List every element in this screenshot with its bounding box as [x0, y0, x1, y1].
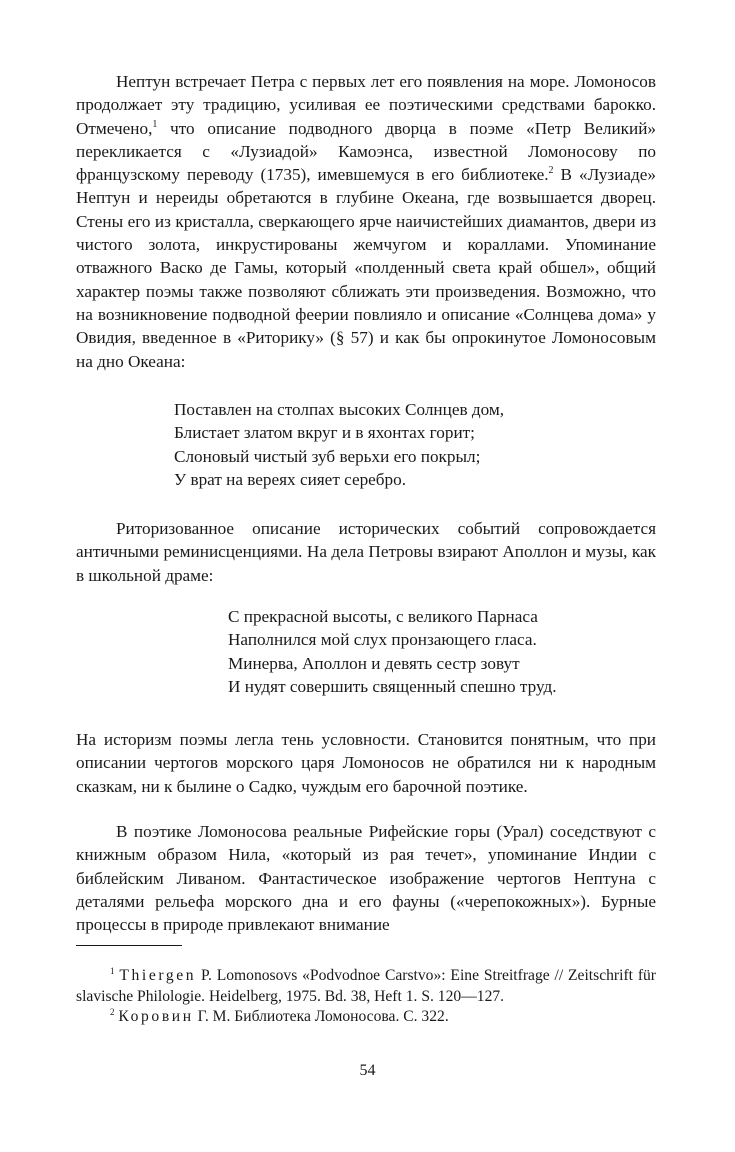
verse-line: Минерва, Аполлон и девять сестр зовут	[228, 653, 520, 673]
footnote-author: Коровин	[118, 1008, 194, 1025]
footnote-mark: 1	[110, 966, 115, 976]
verse-line: Слоновый чистый зуб верьхи его покрыл;	[174, 446, 481, 466]
verse-line: Блистает златом вкруг и в яхонтах горит;	[174, 423, 475, 443]
footnote-mark: 2	[110, 1007, 115, 1017]
paragraph-text: В «Лузиаде» Нептун и нереиды обретаются в глубине Океана, где возвышается дворец. Стены его из кристалла, сверкающего ярче наичистейших диамантов, двери из чистого золота, инкрустированы жемчугом и кораллами. Упоминание отважного Васко де Гамы, который «полденный света край обшел», общий характер поэмы также позволяют сближать эти произведения. Возможно, что на возникновение подводной феерии повлияло и описание «Солнцева дома» у Овидия, введенное в «Риторику» (§ 57) и как бы опрокинутое Ломоносовым на дно Океана:	[76, 165, 656, 371]
verse-line: С прекрасной высоты, с великого Парнаса	[228, 607, 538, 626]
paragraph-poetics: В поэтике Ломоносова реальные Рифейские горы (Урал) соседствуют с книжным образом Нила, «который из рая течет», упоминание Индии с библейским Ливаном. Фантастическое изображение чертогов Нептуна с деталями рельефа морского дна и его фауны («черепокожных»). Бурные процессы в природе привлекают внимание	[76, 822, 656, 935]
footnote-2	[76, 1007, 656, 1028]
footnote-reference: 2	[548, 165, 554, 177]
verse-line: Наполнился мой слух пронзающего гласа.	[228, 630, 537, 650]
footnote-text: P. Lomonosovs «Podvodnoe Carstvo»: Eine Streitfrage // Zeitschrift für slavische Philologie. Heidelberg, 1975. Bd. 38, Heft 1. S. 120—127.	[76, 967, 656, 1005]
verse-line: И нудят совершить священный спешно труд.	[228, 676, 557, 696]
paragraph-historism: На историзм поэмы легла тень условности. Становится понятным, что при описании чертогов морского царя Ломоносов не обратился ни к народным сказкам, ни к былине о Садко, чуждым его барочной поэтике.	[76, 730, 656, 796]
footnotes	[76, 966, 656, 1028]
page-number: 54	[359, 1062, 376, 1079]
footnote-1	[76, 966, 656, 1007]
verse-line: Поставлен на столпах высоких Солнцев дом,	[174, 400, 505, 419]
footnote-text: Г. М. Библиотека Ломоносова. С. 322.	[193, 1008, 449, 1025]
paragraph-text: что описание подводного дворца в поэме «Петр Великий» перекликается с «Лузиадой» Камоэнса, известной Ломоносову по французскому переводу (1735), имевшемуся в его библиотеке.	[76, 118, 656, 185]
verse-quotation-ovid	[174, 398, 504, 491]
verse-line: У врат на вереях сияет серебро.	[174, 469, 407, 489]
paragraph-rhetoric: Риторизованное описание исторических событий сопровождается античными реминисценциями. На дела Петровы взирают Аполлон и музы, как в школьной драме:	[76, 519, 656, 585]
footnote-reference: 1	[152, 118, 158, 130]
footnote-author: Thiergen	[119, 967, 197, 984]
footnote-divider	[76, 945, 182, 946]
paragraph-text: Нептун встречает Петра с первых лет его появления на море. Ломоносов продолжает эту традицию, усиливая ее поэтическими средствами барокко. Отмечено,	[76, 72, 656, 138]
verse-quotation-parnassus	[228, 605, 557, 698]
paragraph-neptune	[76, 70, 656, 373]
